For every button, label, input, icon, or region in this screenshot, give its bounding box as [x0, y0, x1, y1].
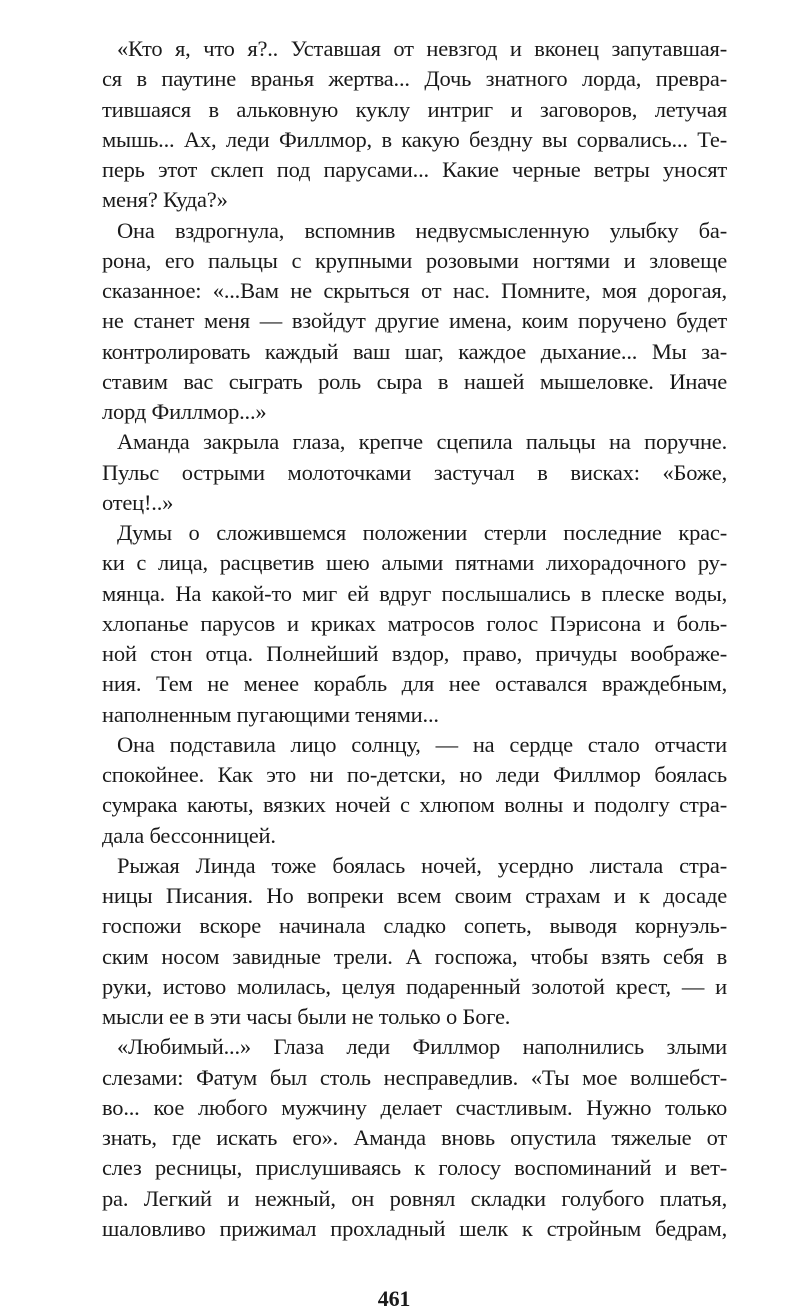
text-line: госпожи вскоре начинала сладко сопеть, выводя корнуэль- — [102, 913, 727, 939]
text-line: руки, истово молилась, целуя подаренный золотой крест, — и — [102, 973, 727, 999]
text-line: тившаяся в альковную куклу интриг и заговоров, летучая — [102, 96, 727, 122]
page-number: 461 — [377, 1286, 411, 1311]
text-line: хлопанье парусов и криках матросов голос Пэрисона и боль- — [102, 610, 727, 636]
text-line: ной стон отца. Полнейший вздор, право, причуды воображе- — [102, 641, 727, 666]
text-line: сказанное: «...Вам не скрыться от нас. Помните, моя дорогая, — [102, 278, 727, 303]
text-line: знать, где искать его». Аманда вновь опустила тяжелые от — [102, 1125, 727, 1150]
text-line: Аманда закрыла глаза, крепче сцепила пальцы на поручне. — [117, 429, 727, 455]
text-line: мянца. На какой-то миг ей вдруг послышались в плеске воды, — [102, 580, 727, 606]
text-line: перь этот склеп под парусами... Какие черные ветры уносят — [102, 157, 727, 182]
text-line: контролировать каждый ваш шаг, каждое дыхание... Мы за- — [102, 338, 727, 364]
text-line: мысли ее в эти часы были не только о Боге. — [102, 1004, 511, 1029]
text-line: Рыжая Линда тоже боялась ночей, усердно листала стра- — [117, 852, 727, 878]
text-line: сумрака каюты, вязких ночей с хлюпом волны и подолгу стра- — [102, 792, 727, 818]
text-line: спокойнее. Как это ни по-детски, но леди Филлмор боялась — [102, 762, 727, 787]
text-line: рона, его пальцы с крупными розовыми ногтями и зловеще — [102, 247, 727, 273]
text-line: лорд Филлмор...» — [102, 399, 267, 424]
text-line: во... кое любого мужчину делает счастливым. Нужно только — [102, 1094, 727, 1120]
paragraph — [102, 427, 727, 518]
text-line: ки с лица, расцветив шею алыми пятнами лихорадочного ру- — [102, 550, 727, 576]
text-line: ния. Тем не менее корабль для нее оставался враждебным, — [102, 671, 727, 697]
text-line: ся в паутине вранья жертва... Дочь знатного лорда, превра- — [102, 66, 727, 92]
text-line: не станет меня — взойдут другие имена, коим поручено будет — [102, 308, 727, 334]
text-line: ставим вас сыграть роль сыра в нашей мышеловке. Иначе — [102, 368, 727, 394]
book-page — [102, 0, 727, 1314]
text-line: Пульс острыми молоточками застучал в висках: «Боже, — [102, 459, 727, 485]
book-page-text — [102, 34, 727, 1244]
text-line: шаловливо прижимал прохладный шелк к стройным бедрам, — [102, 1215, 727, 1241]
paragraph — [102, 730, 727, 851]
paragraph — [102, 518, 727, 730]
text-line: наполненным пугающими тенями... — [102, 701, 439, 727]
text-line: слез ресницы, прислушиваясь к голосу воспоминаний и вет- — [102, 1155, 727, 1181]
text-line: Думы о сложившемся положении стерли последние крас- — [117, 520, 727, 545]
paragraph — [102, 1032, 727, 1244]
paragraph — [102, 34, 727, 216]
paragraph — [102, 851, 727, 1033]
text-line: дала бессонницей. — [102, 822, 276, 848]
text-line: меня? Куда?» — [102, 187, 228, 213]
text-line: слезами: Фатум был столь несправедлив. «Ты мое волшебст- — [102, 1064, 727, 1090]
text-line: отец!..» — [102, 489, 174, 515]
text-line: ницы Писания. Но вопреки всем своим страхам и к досаде — [102, 883, 727, 908]
text-line: ра. Легкий и нежный, он ровнял складки голубого платья, — [102, 1185, 727, 1211]
text-line: ским носом завидные трели. А госпожа, чтобы взять себя в — [102, 943, 727, 969]
text-line: «Кто я, что я?.. Уставшая от невзгод и вконец запутавшая- — [117, 36, 727, 61]
text-line: Она подставила лицо солнцу, — на сердце стало отчасти — [117, 731, 727, 757]
text-line: «Любимый...» Глаза леди Филлмор наполнились злыми — [117, 1034, 727, 1060]
text-line: мышь... Ах, леди Филлмор, в какую бездну вы сорвались... Те- — [102, 126, 727, 152]
text-line: Она вздрогнула, вспомнив недвусмысленную улыбку ба- — [117, 217, 727, 243]
paragraph — [102, 216, 727, 428]
